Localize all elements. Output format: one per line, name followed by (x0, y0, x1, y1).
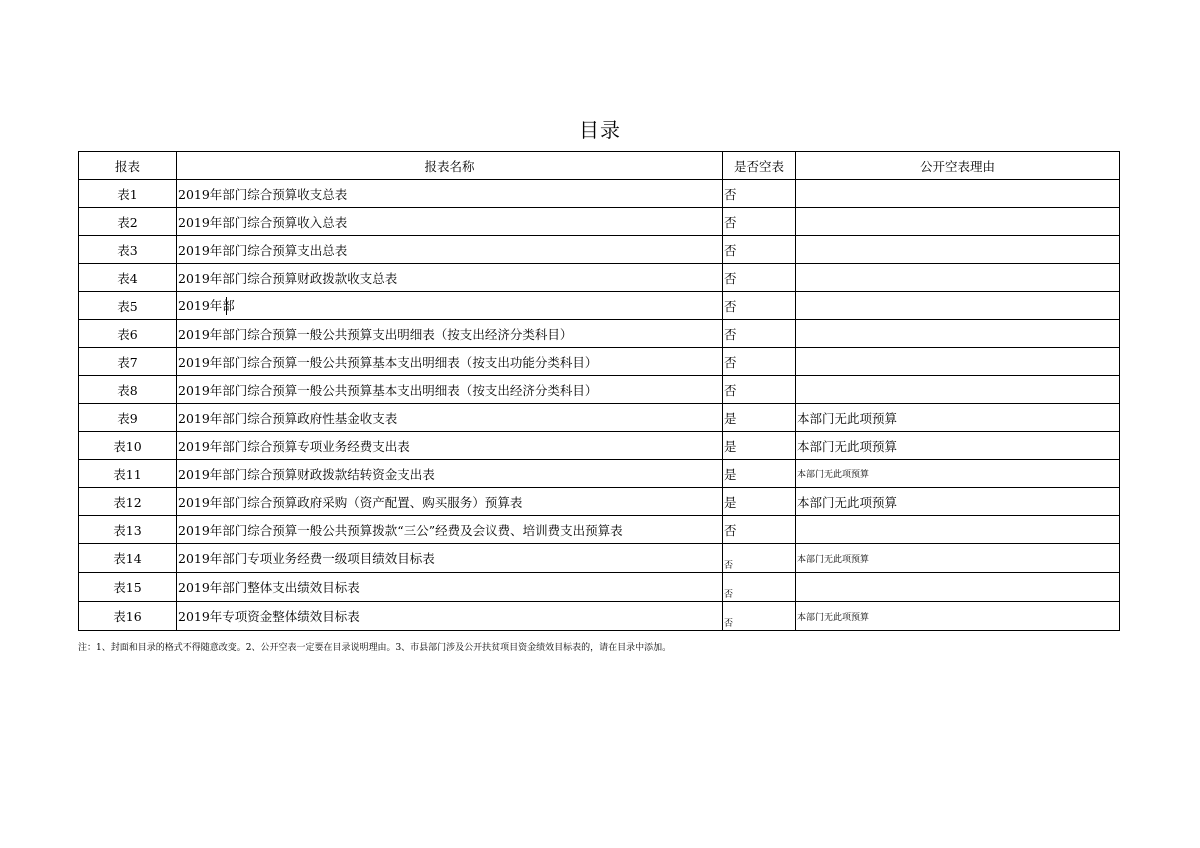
row-name: 2019年部门综合预算支出总表 (177, 236, 723, 264)
row-empty: 否 (723, 348, 796, 376)
row-reason (796, 208, 1120, 236)
row-code: 表8 (79, 376, 177, 404)
table-row (79, 348, 1120, 376)
row-reason: 本部门无此项预算 (796, 432, 1120, 460)
row-code: 表11 (79, 460, 177, 488)
row-reason (796, 236, 1120, 264)
table-row (79, 236, 1120, 264)
table-row (79, 320, 1120, 348)
row-code: 表3 (79, 236, 177, 264)
row-name: 2019年部门综合预算一般公共预算拨款“三公”经费及会议费、培训费支出预算表 (177, 516, 723, 544)
table-row (79, 264, 1120, 292)
row-name: 2019年部门综合预算一般公共预算基本支出明细表（按支出功能分类科目） (177, 348, 723, 376)
row-empty: 否 (723, 516, 796, 544)
row-empty: 是 (723, 432, 796, 460)
row-code: 表9 (79, 404, 177, 432)
row-name: 2019年部门综合预算一般公共预算支出明细表（按支出经济分类科目） (177, 320, 723, 348)
row-empty: 否 (723, 320, 796, 348)
row-empty: 是 (723, 488, 796, 516)
row-empty: 否 (723, 544, 796, 573)
row-empty: 否 (723, 208, 796, 236)
row-code: 表1 (79, 180, 177, 208)
row-reason: 本部门无此项预算 (796, 488, 1120, 516)
table-row (79, 432, 1120, 460)
row-name: 2019年部门综合预算政府性基金收支表 (177, 404, 723, 432)
row-empty: 否 (723, 602, 796, 631)
row-code: 表13 (79, 516, 177, 544)
table-row (79, 460, 1120, 488)
row-empty: 是 (723, 404, 796, 432)
row-name: 2019年部门综合预算一般公共预算基本支出明细表（按支出经济分类科目） (177, 376, 723, 404)
page-title: 目录 (579, 118, 621, 142)
row-code: 表16 (79, 602, 177, 631)
row-code: 表4 (79, 264, 177, 292)
catalog-table (78, 151, 1120, 631)
table-row (79, 404, 1120, 432)
row-reason (796, 180, 1120, 208)
row-name: 2019年部门综合预算财政拨款收支总表 (177, 264, 723, 292)
row-reason: 本部门无此项预算 (796, 460, 1120, 488)
table-row (79, 602, 1120, 631)
row-reason (796, 292, 1120, 320)
row-name: 2019年部门综合预算收入总表 (177, 208, 723, 236)
row-name-truncated (177, 292, 723, 320)
row-reason (796, 348, 1120, 376)
header-code: 报表 (79, 152, 177, 180)
header-name: 报表名称 (177, 152, 723, 180)
footnote: 注：1、封面和目录的格式不得随意改变。2、公开空表一定要在目录说明理由。3、市县部门涉及公开扶贫项目资金绩效目标表的，请在目录中添加。 (78, 643, 672, 653)
table-row (79, 544, 1120, 573)
row-name: 2019年专项资金整体绩效目标表 (177, 602, 723, 631)
row-empty: 否 (723, 180, 796, 208)
row-code: 表12 (79, 488, 177, 516)
row-empty: 否 (723, 292, 796, 320)
row-reason: 本部门无此项预算 (796, 404, 1120, 432)
row-name: 2019年部门整体支出绩效目标表 (177, 573, 723, 602)
table-row (79, 292, 1120, 320)
row-code: 表15 (79, 573, 177, 602)
table-row (79, 376, 1120, 404)
row-reason: 本部门无此项预算 (796, 544, 1120, 573)
row-empty: 否 (723, 573, 796, 602)
row-code: 表7 (79, 348, 177, 376)
row-empty: 否 (723, 236, 796, 264)
header-reason: 公开空表理由 (796, 152, 1120, 180)
row-reason (796, 573, 1120, 602)
row-name: 2019年部门专项业务经费一级项目绩效目标表 (177, 544, 723, 573)
row-code: 表5 (79, 292, 177, 320)
table-row (79, 180, 1120, 208)
table-row (79, 208, 1120, 236)
row-empty: 是 (723, 460, 796, 488)
row-code: 表6 (79, 320, 177, 348)
row-reason (796, 516, 1120, 544)
row-code: 表2 (79, 208, 177, 236)
table-header-row (79, 152, 1120, 180)
truncated-name-text: 2019年部 (178, 297, 235, 313)
row-name: 2019年部门综合预算专项业务经费支出表 (177, 432, 723, 460)
row-empty: 否 (723, 264, 796, 292)
row-reason (796, 320, 1120, 348)
row-reason (796, 376, 1120, 404)
table-row (79, 516, 1120, 544)
row-empty: 否 (723, 376, 796, 404)
row-name: 2019年部门综合预算财政拨款结转资金支出表 (177, 460, 723, 488)
row-reason (796, 264, 1120, 292)
row-code: 表10 (79, 432, 177, 460)
row-code: 表14 (79, 544, 177, 573)
header-empty: 是否空表 (723, 152, 796, 180)
table-row (79, 573, 1120, 602)
row-reason: 本部门无此项预算 (796, 602, 1120, 631)
table-row (79, 488, 1120, 516)
row-name: 2019年部门综合预算收支总表 (177, 180, 723, 208)
row-name: 2019年部门综合预算政府采购（资产配置、购买服务）预算表 (177, 488, 723, 516)
